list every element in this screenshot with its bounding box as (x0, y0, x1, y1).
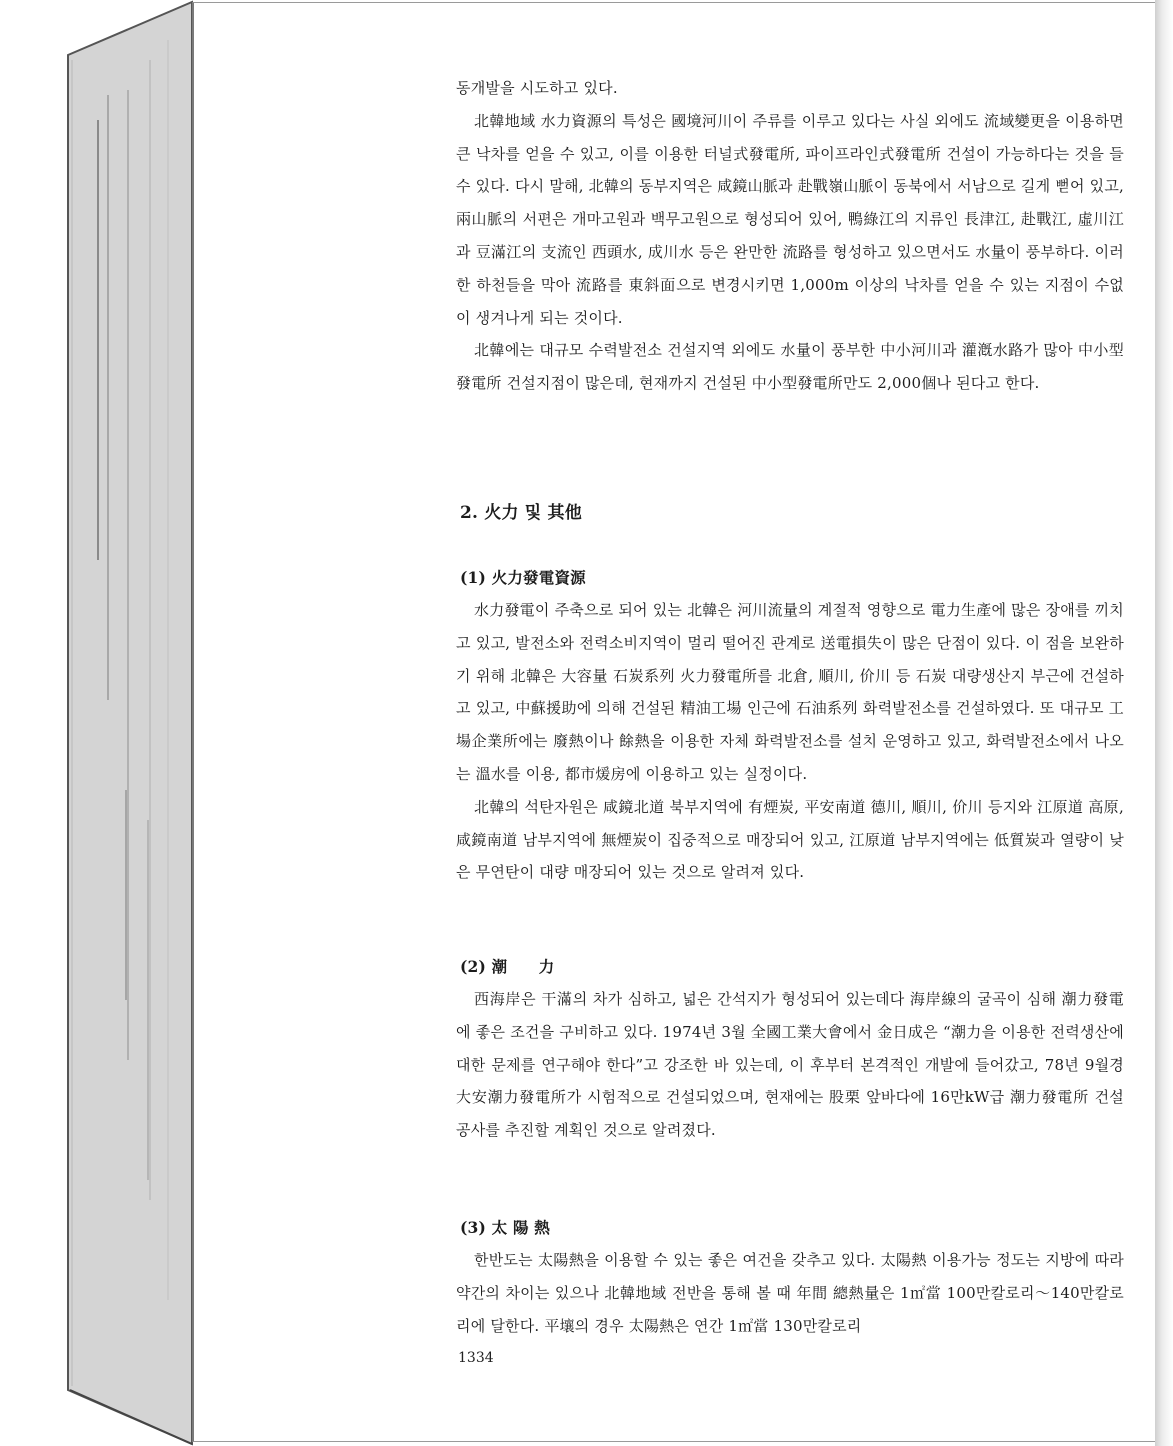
book-page-edges (0, 0, 200, 1446)
subsection-heading-thermal: (1) 火力發電資源 (460, 568, 586, 587)
section-2 (456, 497, 1124, 529)
subsection-heading-solar: (3) 太 陽 熱 (460, 1218, 550, 1237)
paragraph-solar: 한반도는 太陽熱을 이용할 수 있는 좋은 여건을 갖추고 있다. 太陽熱 이용가능 정도는 지방에 따라 약간의 차이는 있으나 北韓地域 전반을 통해 볼 때 年間 總熱量은 1㎡當 100만칼로리～140만칼로리에 달한다. 平壤의 경우 太陽熱은 연간 1㎡當 130만칼로리 (456, 1251, 1124, 1335)
paragraph-thermal-1: 水力發電이 주축으로 되어 있는 北韓은 河川流量의 계절적 영향으로 電力生產에 많은 장애를 끼치고 있고, 발전소와 전력소비지역이 멀리 떨어진 관계로 送電損失이 많은 단점이 있다. 이 점을 보완하기 위해 北韓은 大容量 石炭系列 火力發電所를 北倉, 順川, 价川 등 石炭 대량생산지 부근에 건설하고 있고, 中蘇援助에 의해 건설된 精油工場 인근에 石油系列 화력발전소를 건설하였다. 또 대규모 工場企業所에는 廢熱이나 餘熱을 이용한 자체 화력발전소를 설치 운영하고 있고, 화력발전소에서 나오는 溫水를 이용, 都市煖房에 이용하고 있는 실정이다. (456, 601, 1124, 783)
subsection-tidal (456, 951, 1124, 1147)
paragraph-thermal-2: 北韓의 석탄자원은 咸鏡北道 북부지역에 有煙炭, 平安南道 德川, 順川, 价川 등지와 江原道 高原, 咸鏡南道 남부지역에 無煙炭이 집중적으로 매장되어 있고, 江原道 남부지역에는 低質炭과 열량이 낮은 무연탄이 대량 매장되어 있는 것으로 알려져 있다. (456, 797, 1124, 882)
subsection-thermal (456, 562, 1124, 889)
paragraph-continuation: 동개발을 시도하고 있다. (456, 79, 618, 97)
page-right-shadow (1155, 0, 1173, 1446)
page-number: 1334 (458, 1350, 494, 1366)
subsection-heading-tidal: (2) 潮 力 (460, 957, 555, 976)
subsection-solar (456, 1212, 1124, 1342)
paragraph-small-plants: 北韓에는 대규모 수력발전소 건설지역 외에도 水量이 풍부한 中小河川과 灌漑水路가 많아 中小型發電所 건설지점이 많은데, 현재까지 건설된 中小型發電所만도 2,000個나 된다고 한다. (456, 341, 1124, 393)
intro-section (456, 72, 1124, 400)
paragraph-tidal: 西海岸은 干滿의 차가 심하고, 넓은 간석지가 형성되어 있는데다 海岸線의 굴곡이 심해 潮力發電에 좋은 조건을 구비하고 있다. 1974년 3월 全國工業大會에서 金日成은 “潮力을 이용한 전력생산에 대한 문제를 연구해야 한다”고 강조한 바 있는데, 이 후부터 본격적인 개발에 들어갔고, 78년 9월경 大安潮力發電所가 시험적으로 건설되었으며, 현재에는 股栗 앞바다에 16만kW급 潮力發電所 건설공사를 추진할 계획인 것으로 알려졌다. (456, 990, 1124, 1140)
paragraph-hydro-characteristics: 北韓地域 水力資源의 특성은 國境河川이 주류를 이루고 있다는 사실 외에도 流域變更을 이용하면 큰 낙차를 얻을 수 있고, 이를 이용한 터널式發電所, 파이프라인式發電所 건설이 가능하다는 것을 들 수 있다. 다시 말해, 北韓의 동부지역은 咸鏡山脈과 赴戰嶺山脈이 동북에서 서남으로 길게 뻗어 있고, 兩山脈의 서편은 개마고원과 백무고원으로 형성되어 있어, 鴨綠江의 지류인 長津江, 赴戰江, 虛川江과 豆滿江의 支流인 西頭水, 成川水 등은 완만한 流路를 형성하고 있으면서도 水量이 풍부하다. 이러한 하천들을 막아 流路를 東斜面으로 변경시키면 1,000m 이상의 낙차를 얻을 수 있는 지점이 수없이 생겨나게 되는 것이다. (456, 111, 1124, 327)
section-heading: 2. 火力 및 其他 (460, 503, 582, 523)
